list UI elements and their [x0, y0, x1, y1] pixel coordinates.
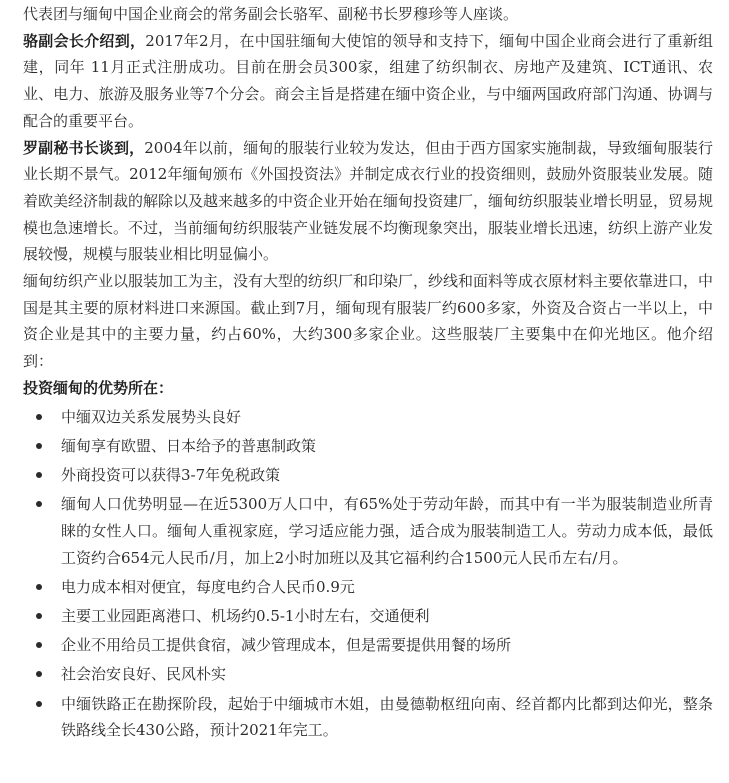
- bullet-icon: [36, 671, 42, 677]
- advantages-list: [23, 404, 713, 744]
- list-item-text: 外商投资可以获得3-7年免税政策: [61, 465, 281, 484]
- luo-muzhen-paragraph: [23, 135, 713, 269]
- list-item-text: 中缅铁路正在勘探阶段，起始于中缅城市木姐，由曼德勒枢纽向南、经首都内比都到达仰光，整条铁路线全长430公路，预计2021年完工。: [61, 694, 713, 740]
- luo-jun-text: 2017年2月，在中国驻缅甸大使馆的领导和支持下，缅甸中国企业商会进行了重新组建，同年 11月正式注册成功。目前在册会员300家，组建了纺织制衣、房地产及建筑、ICT通讯、农业、电力、旅游及服务业等7个分会。商会主旨是搭建在缅中资企业，与中缅两国政府部门沟通、协调与配合的重要平台。: [23, 31, 713, 130]
- list-item: [23, 603, 713, 630]
- list-item-text: 企业不用给员工提供食宿，减少管理成本，但是需要提供用餐的场所: [61, 636, 512, 655]
- luo-jun-lead: 骆副会长介绍到，: [23, 31, 146, 50]
- list-item-text: 主要工业园距离港口、机场约0.5-1小时左右，交通便利: [61, 606, 430, 625]
- industry-text: 缅甸纺织产业以服装加工为主，没有大型的纺织厂和印染厂，纱线和面料等成衣原材料主要依靠进口，中国是其主要的原材料进口来源国。截止到7月，缅甸现有服装厂约600多家，外资及合资占一半以上，中资企业是其中的主要力量，约占60%，大约300多家企业。这些服装厂主要集中在仰光地区。他介绍到：: [23, 272, 714, 371]
- intro-paragraph: [23, 1, 713, 28]
- intro-text: 代表团与缅甸中国企业商会的常务副会长骆军、副秘书长罗穆珍等人座谈。: [23, 5, 519, 23]
- bullet-icon: [36, 443, 42, 449]
- bullet-icon: [36, 701, 42, 707]
- bullet-icon: [36, 501, 42, 507]
- list-item-text: 社会治安良好、民风朴实: [61, 665, 227, 684]
- list-item: [23, 433, 713, 460]
- bullet-icon: [36, 584, 42, 590]
- bullet-icon: [36, 642, 42, 648]
- bullet-icon: [36, 613, 42, 619]
- list-item: [23, 574, 713, 601]
- list-item-text: 缅甸享有欧盟、日本给予的普惠制政策: [61, 436, 317, 455]
- luo-muzhen-lead: 罗副秘书长谈到，: [23, 138, 145, 157]
- list-item-text: 电力成本相对便宜，每度电约合人民币0.9元: [61, 577, 355, 596]
- list-item: [23, 632, 713, 659]
- advantages-heading: 投资缅甸的优势所在：: [23, 378, 174, 397]
- list-item: [23, 462, 713, 489]
- list-item: [23, 691, 713, 744]
- article-body: [23, 0, 713, 746]
- industry-paragraph: [23, 268, 713, 375]
- luo-jun-paragraph: [23, 28, 713, 135]
- list-item: [23, 404, 713, 431]
- list-item-text: 缅甸人口优势明显—在近5300万人口中，有65%处于劳动年龄，而其中有一半为服装制造业所青睐的女性人口。缅甸人重视家庭，学习适应能力强，适合成为服装制造工人。劳动力成本低，最低工资约合654元人民币/月，加上2小时加班以及其它福利约合1500元人民币左右/月。: [61, 495, 713, 567]
- list-item: [23, 491, 713, 571]
- bullet-icon: [36, 414, 42, 420]
- luo-muzhen-text: 2004年以前，缅甸的服装行业较为发达，但由于西方国家实施制裁，导致缅甸服装行业长期不景气。2012年缅甸颁布《外国投资法》并制定成衣行业的投资细则，鼓励外资服装业发展。随着欧美经济制裁的解除以及越来越多的中资企业开始在缅甸投资建厂，缅甸纺织服装业增长明显，贸易规模也急速增长。不过，当前缅甸纺织服装产业链发展不均衡现象突出，服装业增长迅速，纺织上游产业发展较慢，规模与服装业相比明显偏小。: [23, 138, 714, 264]
- bullet-icon: [36, 472, 42, 478]
- list-item: [23, 661, 713, 688]
- list-item-text: 中缅双边关系发展势头良好: [61, 407, 242, 426]
